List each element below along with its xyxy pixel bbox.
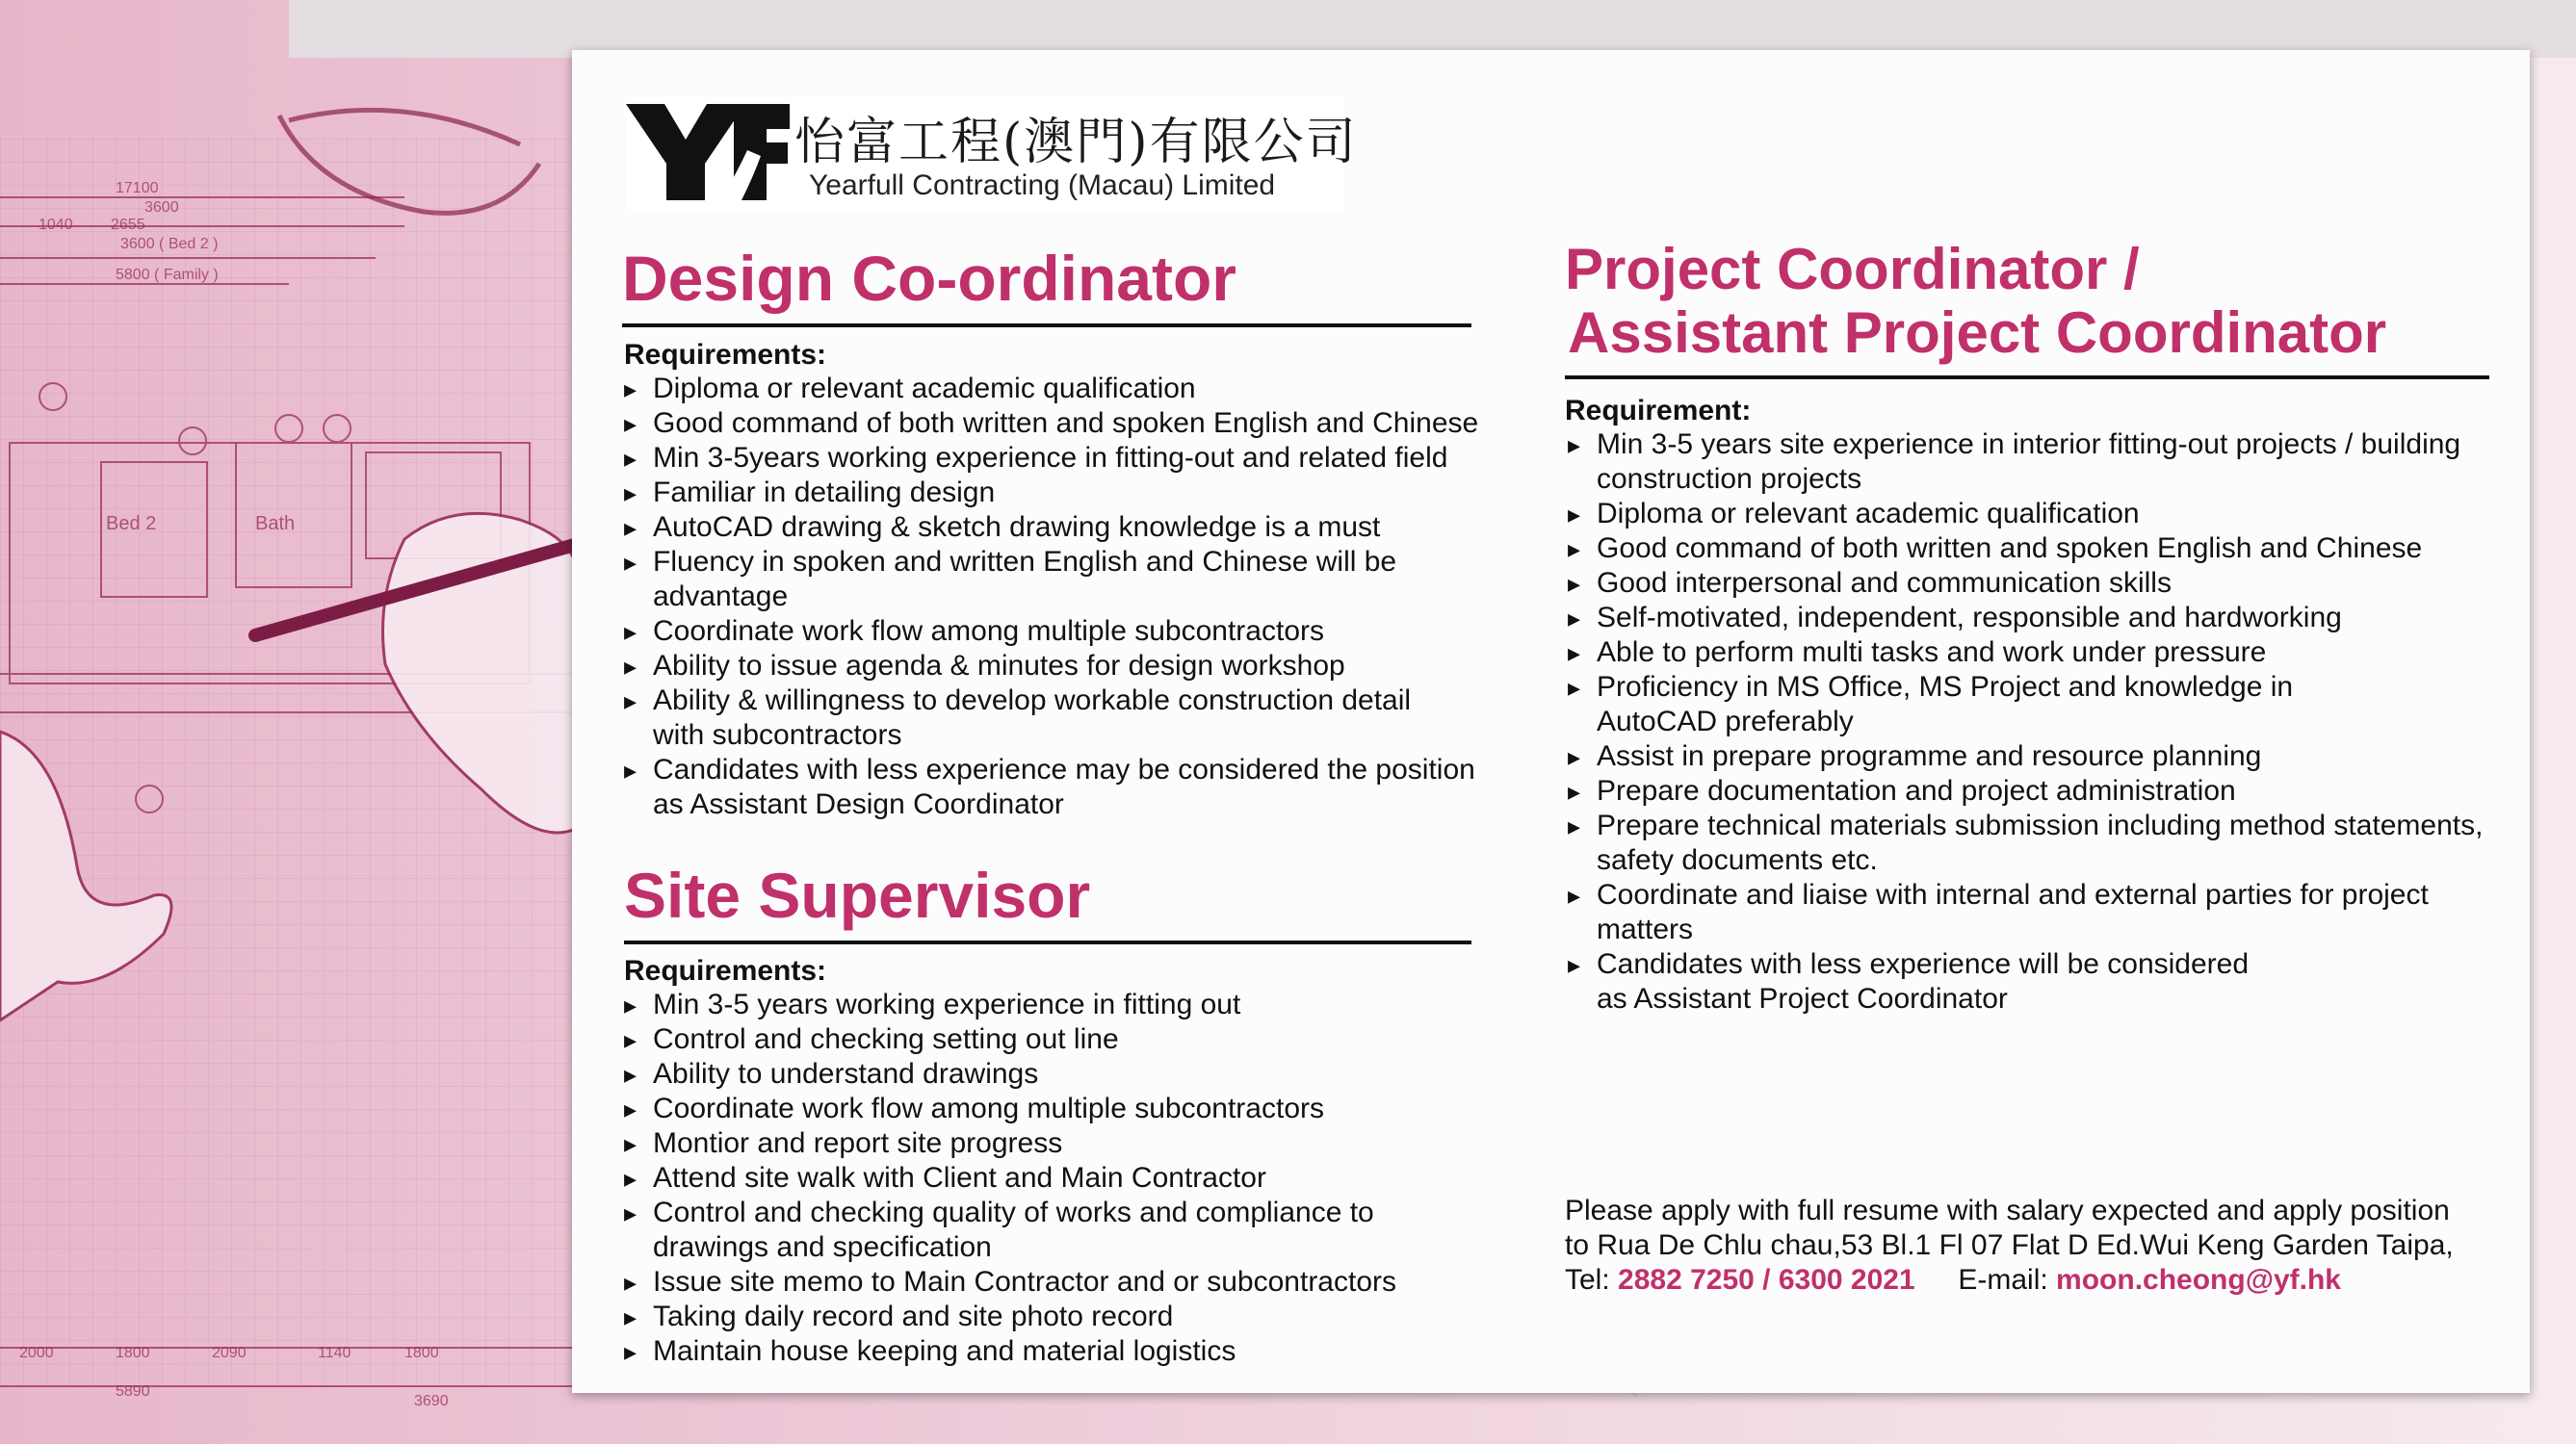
project-coordinator-title: Project Coordinator / (1565, 237, 2140, 301)
requirement-item: ▸ AutoCAD drawing & sketch drawing knowledge is a must (624, 510, 1510, 545)
requirement-item: ▸ Self-motivated, independent, responsible and hardworking (1568, 601, 2521, 635)
requirement-label: Requirement: (1565, 395, 1752, 426)
svg-text:1040: 1040 (39, 217, 73, 233)
title-divider (1565, 375, 2489, 379)
company-name-chinese: 怡富工程(澳門)有限公司 (794, 114, 1358, 171)
requirement-item: ▸ Ability to understand drawings (624, 1057, 1510, 1092)
requirement-item: ▸ Coordinate and liaise with internal and external parties for project matters (1568, 878, 2521, 947)
requirement-item: ▸ Fluency in spoken and written English and Chinese will be advantage (624, 545, 1510, 614)
requirement-item: ▸ Assist in prepare programme and resource planning (1568, 739, 2521, 774)
site-requirements-list (624, 988, 1510, 1369)
requirement-item: ▸ Good command of both written and spoken English and Chinese (624, 406, 1510, 441)
requirements-label: Requirements: (624, 955, 827, 987)
svg-text:3600 ( Bed 2 ): 3600 ( Bed 2 ) (120, 236, 219, 252)
requirement-item: ▸ Min 3-5years working experience in fitting-out and related field (624, 441, 1510, 476)
site-supervisor-title: Site Supervisor (624, 860, 1091, 931)
title-divider (624, 941, 1471, 944)
requirement-item: ▸ Control and checking setting out line (624, 1022, 1510, 1057)
requirement-item: ▸ Good interpersonal and communication skills (1568, 566, 2521, 601)
company-name-english: Yearfull Contracting (Macau) Limited (809, 169, 1276, 201)
requirement-item: ▸ Min 3-5 years site experience in interior fitting-out projects / building construction projects (1568, 427, 2521, 497)
email-label: E-mail: (1958, 1264, 2048, 1296)
contact-line (1565, 1263, 2454, 1298)
requirement-item: ▸ Maintain house keeping and material logistics (624, 1334, 1510, 1369)
svg-text:5890: 5890 (116, 1383, 150, 1400)
svg-text:3690: 3690 (414, 1393, 449, 1409)
requirement-item: ▸ Min 3-5 years working experience in fitting out (624, 988, 1510, 1022)
requirement-item: ▸ Able to perform multi tasks and work under pressure (1568, 635, 2521, 670)
requirement-item: ▸ Montior and report site progress (624, 1126, 1510, 1161)
requirement-item: ▸ Coordinate work flow among multiple subcontractors (624, 1092, 1510, 1126)
requirement-item: ▸ Attend site walk with Client and Main Contractor (624, 1161, 1510, 1196)
phone-numbers[interactable]: 2882 7250 / 6300 2021 (1618, 1264, 1915, 1296)
assistant-project-coordinator-title: Assistant Project Coordinator (1568, 300, 2387, 365)
application-info (1565, 1194, 2454, 1298)
requirements-label: Requirements: (624, 339, 827, 371)
svg-text:Bed 2: Bed 2 (106, 513, 157, 534)
svg-text:3600: 3600 (144, 199, 179, 216)
requirement-item: ▸ Diploma or relevant academic qualification (1568, 497, 2521, 531)
requirement-item: ▸ Candidates with less experience will be considered as Assistant Project Coordinator (1568, 947, 2521, 1017)
requirement-item: ▸ Ability & willingness to develop workable construction detail with subcontractors (624, 683, 1510, 753)
svg-text:1800: 1800 (116, 1345, 150, 1361)
requirement-item: ▸ Good command of both written and spoken English and Chinese (1568, 531, 2521, 566)
svg-text:17100: 17100 (116, 180, 159, 196)
requirement-item: ▸ Prepare documentation and project administration (1568, 774, 2521, 809)
requirement-item: ▸ Control and checking quality of works and compliance to drawings and specification (624, 1196, 1510, 1265)
apply-instructions: Please apply with full resume with salary expected and apply position (1565, 1195, 2450, 1226)
svg-text:2000: 2000 (19, 1345, 54, 1361)
svg-text:1140: 1140 (318, 1345, 351, 1361)
svg-text:2655: 2655 (111, 217, 145, 233)
svg-text:5800 ( Family ): 5800 ( Family ) (116, 267, 219, 283)
svg-text:1800: 1800 (404, 1345, 439, 1361)
requirement-item: ▸ Familiar in detailing design (624, 476, 1510, 510)
design-requirements-list (624, 372, 1510, 822)
requirement-item: ▸ Taking daily record and site photo record (624, 1300, 1510, 1334)
svg-text:Bath: Bath (255, 513, 296, 534)
email-link[interactable]: moon.cheong@yf.hk (2056, 1264, 2341, 1296)
requirement-item: ▸ Issue site memo to Main Contractor and or subcontractors (624, 1265, 1510, 1300)
title-divider (622, 323, 1471, 327)
apply-address: to Rua De Chlu chau,53 Bl.1 Fl 07 Flat D Ed.Wui Keng Garden Taipa, (1565, 1229, 2454, 1261)
requirement-item: ▸ Prepare technical materials submission including method statements, safety documents etc. (1568, 809, 2521, 878)
project-requirements-list (1568, 427, 2521, 1017)
tel-label: Tel: (1565, 1264, 1610, 1296)
requirement-item: ▸ Proficiency in MS Office, MS Project and knowledge in AutoCAD preferably (1568, 670, 2521, 739)
requirement-item: ▸ Ability to issue agenda & minutes for design workshop (624, 649, 1510, 683)
svg-text:2090: 2090 (212, 1345, 247, 1361)
requirement-item: ▸ Diploma or relevant academic qualification (624, 372, 1510, 406)
requirement-item: ▸ Candidates with less experience may be considered the position as Assistant Design Coordinator (624, 753, 1510, 822)
requirement-item: ▸ Coordinate work flow among multiple subcontractors (624, 614, 1510, 649)
design-coordinator-title: Design Co-ordinator (622, 243, 1236, 314)
